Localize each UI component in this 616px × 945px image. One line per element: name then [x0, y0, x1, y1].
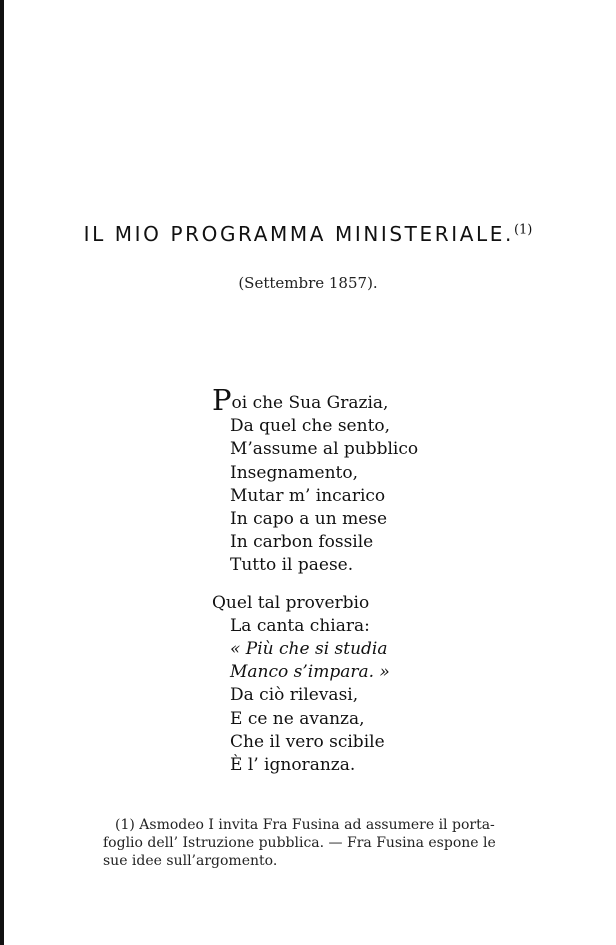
- verse-line: In capo a un mese: [230, 509, 388, 530]
- footnote-reference: (1): [513, 222, 533, 238]
- verse-line-italic: « Più che si studia: [230, 639, 388, 660]
- footnote: [103, 816, 533, 870]
- footnote-line: foglio dell’ Istruzione pubblica. — Fra Fusina espone le: [103, 835, 496, 851]
- verse-line: È l’ ignoranza.: [230, 755, 356, 776]
- poem-date: (Settembre 1857).: [238, 274, 378, 292]
- verse-line: Quel tal proverbio: [212, 592, 370, 613]
- verse-line: Insegnamento,: [230, 462, 359, 483]
- verse-line: In carbon fossile: [230, 532, 374, 553]
- verse-line: M’assume al pubblico: [230, 439, 419, 460]
- verse-line: Poi che Sua Grazia,: [212, 383, 389, 417]
- footnote-line: (1) Asmodeo I invita Fra Fusina ad assumere il porta-: [115, 817, 495, 833]
- poem-title: [0, 222, 616, 246]
- verse-line: Da ciò rilevasi,: [230, 685, 359, 706]
- verse-line: Mutar m’ incarico: [230, 485, 386, 506]
- stanza-1: [212, 383, 419, 578]
- verse-line: Tutto il paese.: [230, 555, 354, 576]
- verse-line: E ce ne avanza,: [230, 708, 365, 729]
- title-text: IL MIO PROGRAMMA MINISTERIALE.: [83, 222, 514, 246]
- stanza-2: [212, 592, 418, 778]
- scan-edge: [0, 0, 4, 945]
- initial-letter: P: [212, 383, 232, 417]
- verse-line: Da quel che sento,: [230, 416, 391, 437]
- poem-body: [212, 383, 419, 777]
- footnote-line: sue idee sull’argomento.: [103, 853, 278, 869]
- verse-line-italic: Manco s’impara. »: [230, 662, 390, 683]
- verse-line: Che il vero scibile: [230, 731, 385, 752]
- verse-line: La canta chiara:: [230, 615, 370, 636]
